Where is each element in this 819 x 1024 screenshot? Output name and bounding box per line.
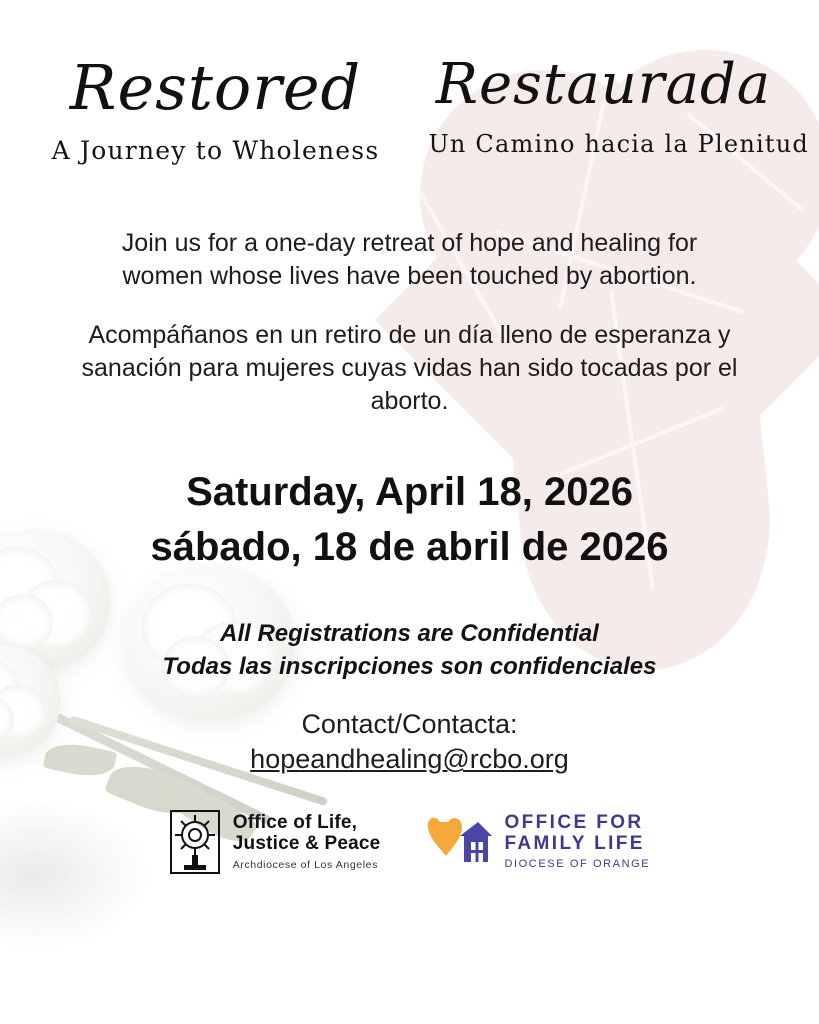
logo-ola-line3: Archdiocese of Los Angeles — [232, 858, 378, 871]
logo-office-for-family-life — [426, 812, 650, 872]
logo-ofl-line3: DIOCESE OF ORANGE — [504, 858, 651, 871]
logo-row — [40, 809, 779, 875]
subtitle-spanish: Un Camino hacia la Plenitud — [428, 130, 809, 159]
logo-ofl-line2: FAMILY LIFE — [504, 832, 645, 854]
title-column-spanish — [428, 52, 809, 159]
logo-office-for-family-life-text — [504, 813, 650, 872]
confidentiality-notice-spanish: Todas las inscripciones son confidenciales — [162, 652, 657, 680]
logo-ola-line1: Office of Life, — [232, 812, 358, 834]
confidentiality-notice-english: All Registrations are Confidential — [220, 620, 599, 648]
logo-ola-line2: Justice & Peace — [232, 833, 381, 855]
page-title-spanish: Restaurada — [435, 52, 772, 117]
event-date-english: Saturday, April 18, 2026 — [186, 470, 633, 515]
description-spanish: Acompáñanos en un retiro de un día lleno de esperanza y sanación para mujeres cuyas vidas han sido tocadas por el aborto. — [81, 321, 738, 416]
title-column-english — [41, 51, 391, 166]
logo-office-of-life-justice-peace — [169, 809, 381, 875]
monstrance-icon — [169, 809, 221, 875]
event-date-spanish: sábado, 18 de abril de 2026 — [150, 525, 669, 570]
page-title-english: Restored — [69, 51, 362, 124]
description-english: Join us for a one-day retreat of hope and healing for women whose lives have been touched by abortion. — [121, 229, 698, 291]
contact-email-link[interactable]: hopeandhealing@rcbo.org — [250, 744, 569, 775]
contact-label: Contact/Contacta: — [301, 709, 518, 740]
house-heart-icon — [426, 812, 492, 872]
subtitle-english: A Journey to Wholeness — [51, 136, 380, 166]
logo-office-of-life-text — [233, 812, 381, 872]
logo-ofl-line1: OFFICE FOR — [504, 811, 644, 833]
confidentiality-notice — [40, 618, 779, 683]
title-row — [40, 51, 809, 166]
